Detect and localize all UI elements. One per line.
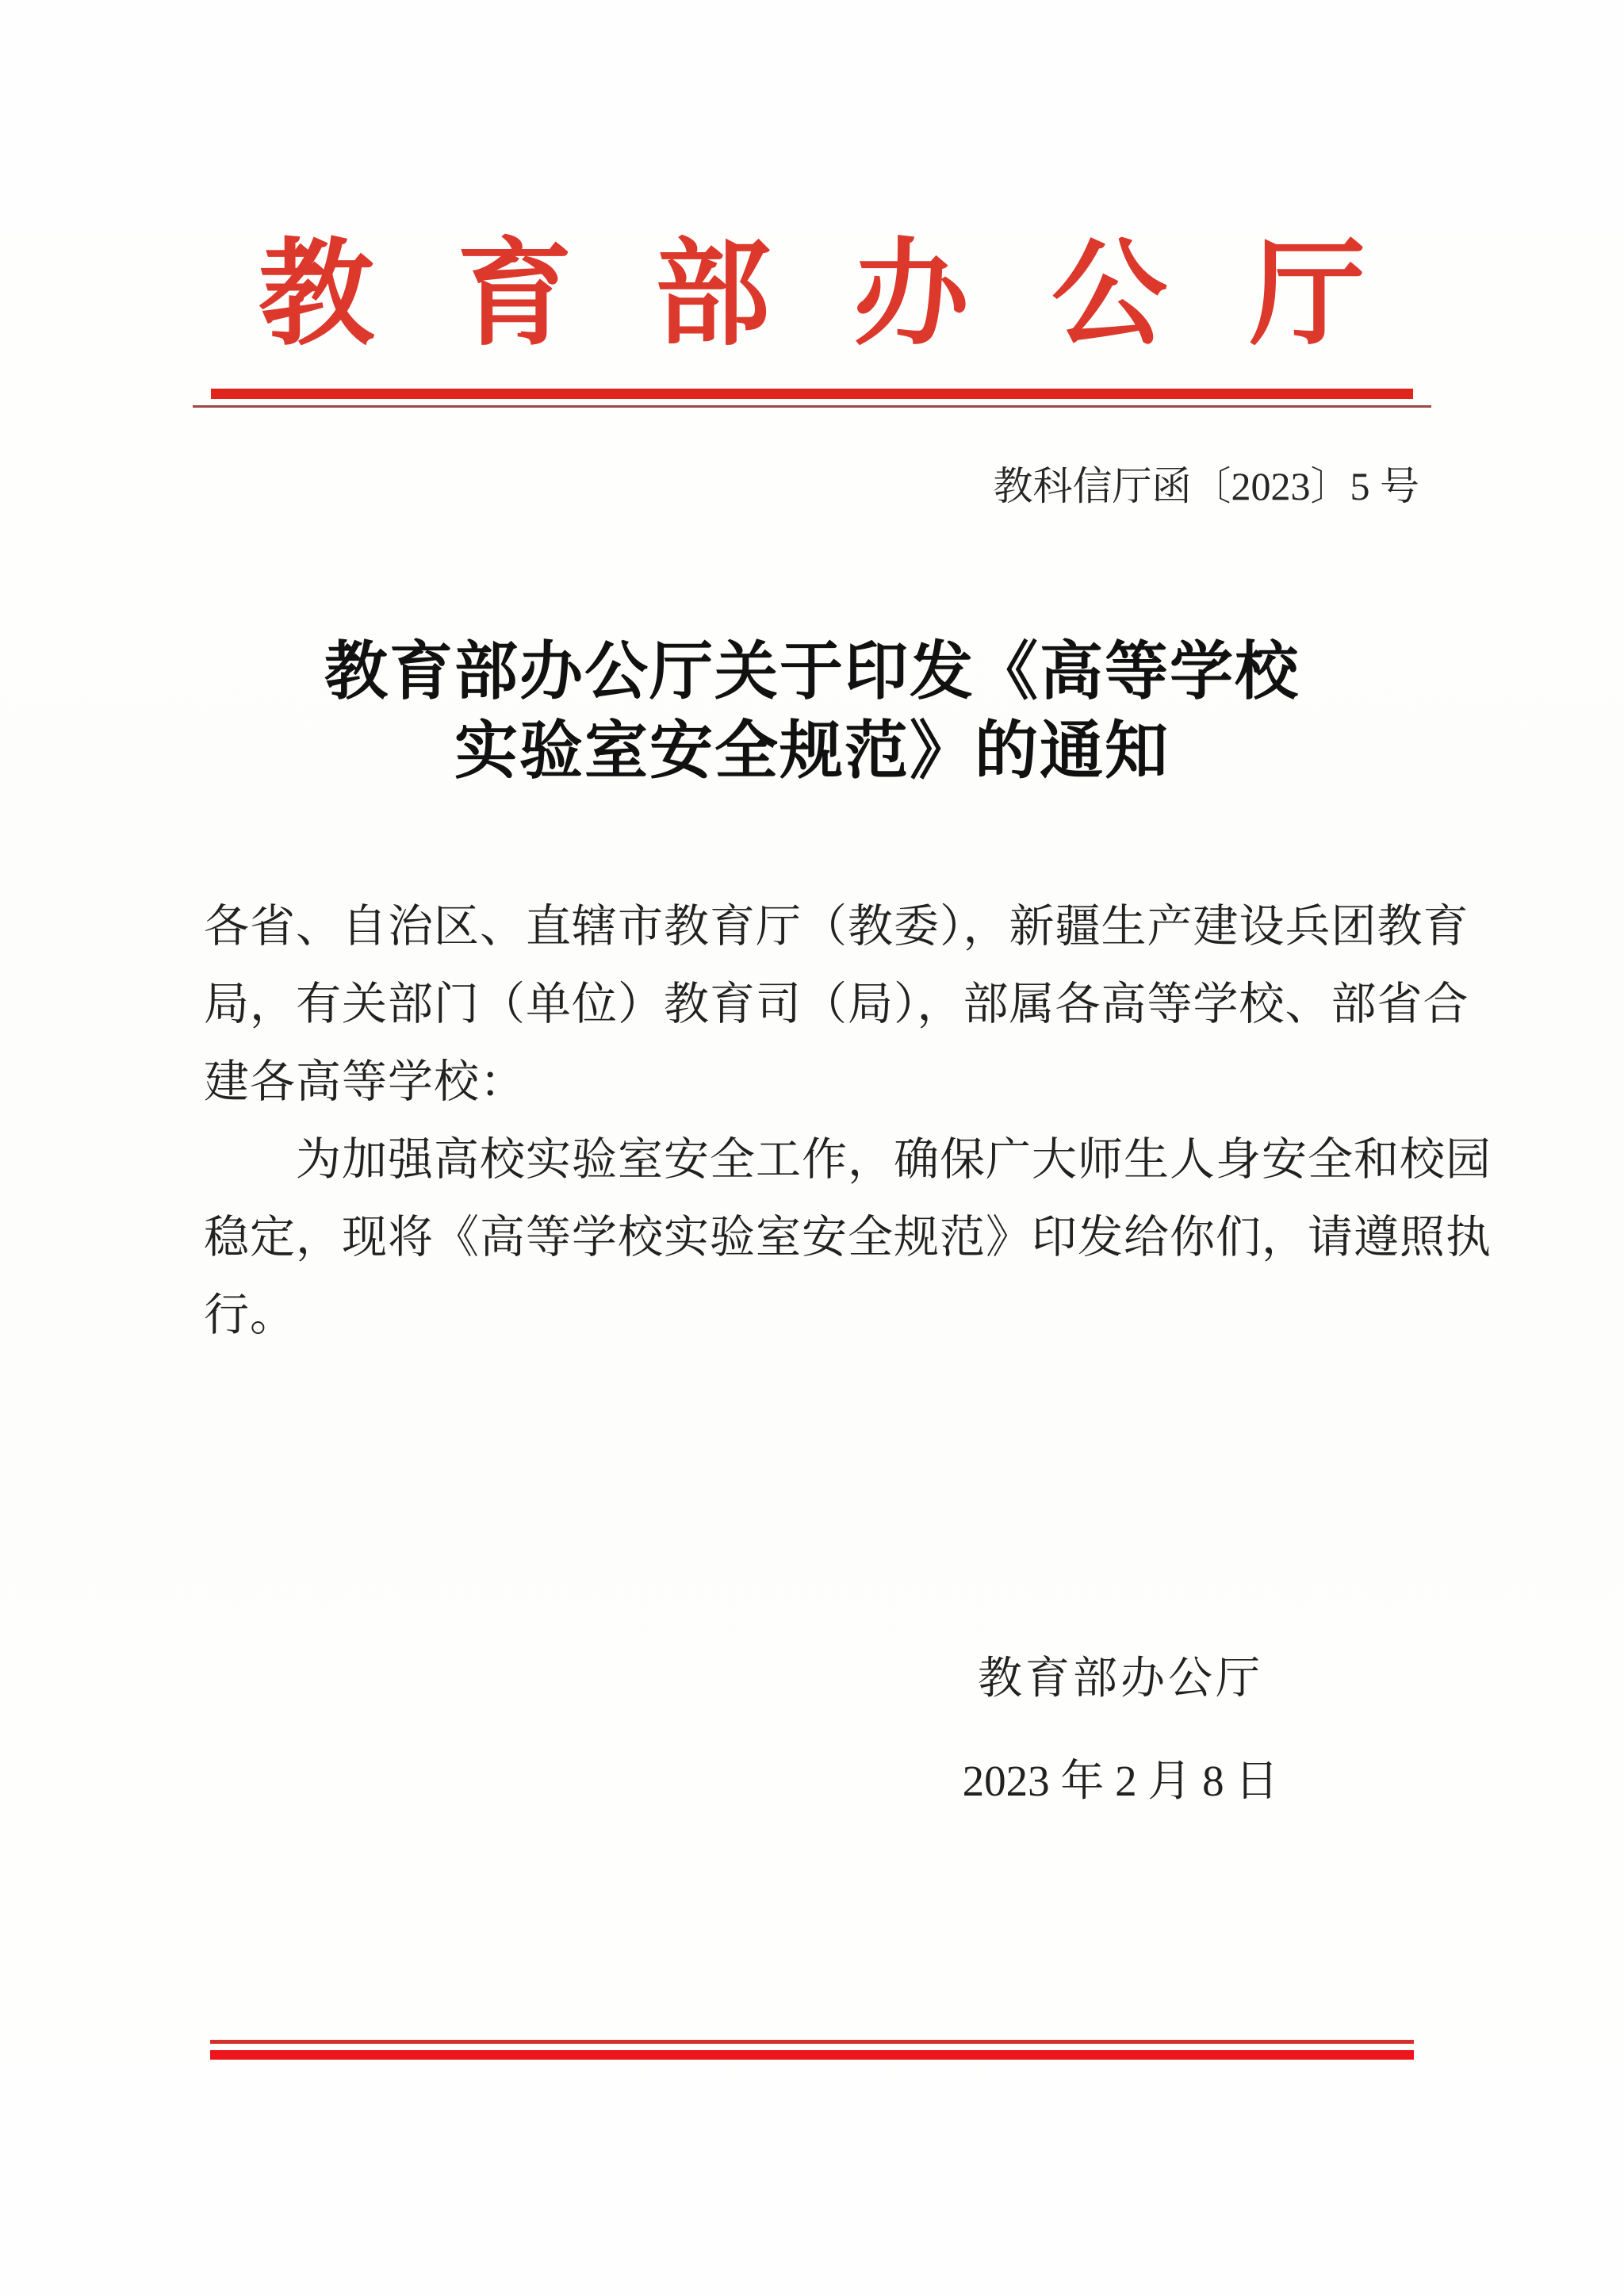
notice-title-line1: 教育部办公厅关于印发《高等学校 — [324, 638, 1300, 707]
body-line: 各省、自治区、直辖市教育厅（教委），新疆生产建设兵团教育 — [204, 902, 1469, 952]
notice-title-line2: 实验室安全规范》的通知 — [454, 717, 1170, 787]
signature-block — [950, 1654, 1291, 1805]
body-line: 行。 — [204, 1290, 296, 1340]
body-line: 局，有关部门（单位）教育司（局），部属各高等学校、部省合 — [204, 979, 1469, 1029]
footer-rule-thin — [210, 2040, 1414, 2044]
document-number: 教科信厅函〔2023〕5 号 — [993, 464, 1419, 508]
footer-rules — [0, 2040, 1624, 2060]
signature-date: 2023 年 2 月 8 日 — [962, 1757, 1279, 1805]
notice-body — [0, 888, 1624, 1355]
masthead-rule-thick — [211, 389, 1413, 399]
footer-rule-thick — [210, 2050, 1414, 2060]
body-line: 为加强高校实验室安全工作，确保广大师生人身安全和校园 — [296, 1135, 1492, 1185]
masthead-rule-thin — [193, 405, 1431, 408]
notice-title — [0, 633, 1624, 792]
signature-issuer: 教育部办公厅 — [978, 1654, 1263, 1704]
body-line: 稳定，现将《高等学校实验室安全规范》印发给你们，请遵照执 — [204, 1213, 1492, 1263]
masthead-title: 教育部办公厅 — [259, 231, 1448, 359]
body-line: 建各高等学校： — [204, 1057, 526, 1107]
